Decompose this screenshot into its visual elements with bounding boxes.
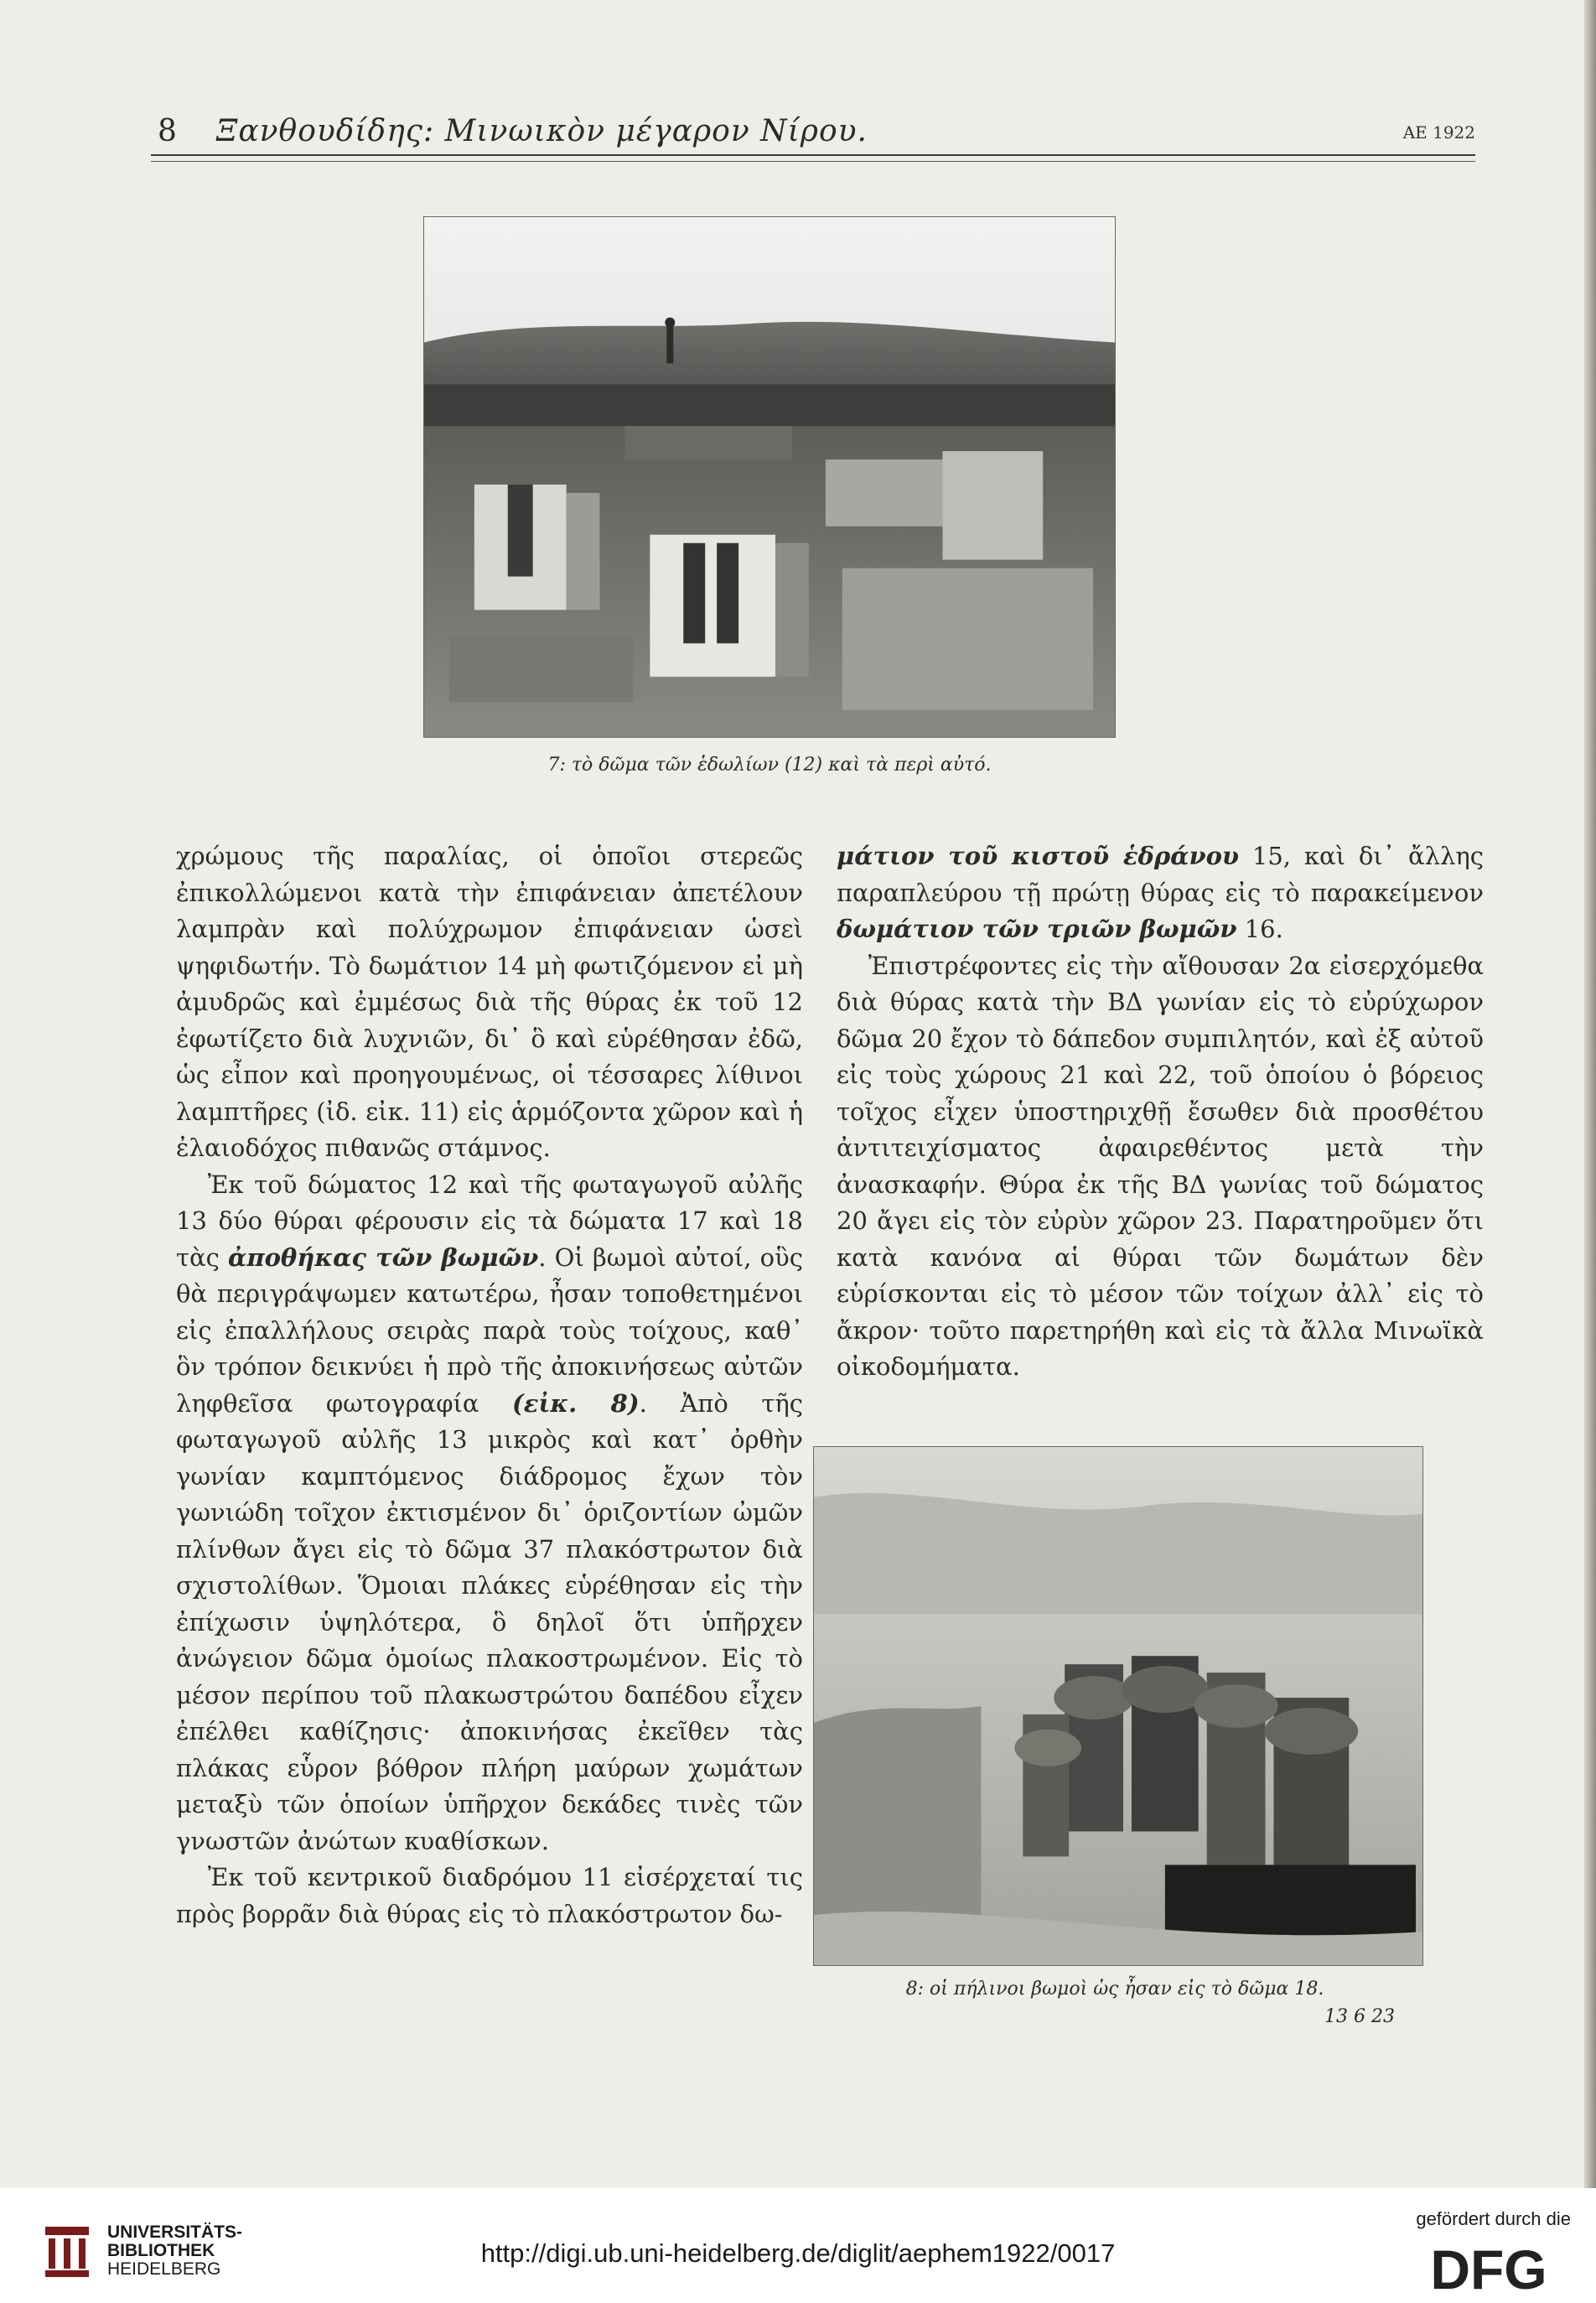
viewer-footer <box>0 2188 1596 2303</box>
left-column <box>176 838 803 1932</box>
library-name-line: HEIDELBERG <box>107 2259 221 2279</box>
figure-reference: (εἰκ. 8) <box>512 1388 640 1418</box>
permalink-url[interactable]: http://digi.ub.uni-heidelberg.de/diglit/aephem1922/0017 <box>480 2238 1116 2268</box>
figure-7-photo <box>423 216 1116 738</box>
journal-mark: ΑΕ 1922 <box>1402 122 1475 143</box>
library-name-line: UNIVERSITÄTS- <box>107 2223 243 2242</box>
paragraph <box>176 1167 803 1860</box>
paragraph-text: . Οἱ βωμοὶ αὐτοί, οὓς θὰ περιγράψωμεν κατωτέρω, ἦσαν τοποθετημένοι εἰς ἐπαλλήλους σειρὰς παρὰ τοὺς τοίχους, καθ᾽ ὃν τρόπον δεικνύει ἡ πρὸ τῆς ἀποκινήσεως αὐτῶν ληφθεῖσα φωτογραφία <box>176 1242 804 1418</box>
dfg-logo-text: DFG <box>1430 2240 1547 2295</box>
right-column <box>837 838 1484 1386</box>
paragraph-text: . Ἀπὸ τῆς φωταγωγοῦ αὐλῆς 13 μικρὸς καὶ κατ᾽ ὀρθὴν γωνίαν καμπτόμενος διάδρομος ἔχων τὸν γωνιώδη τοῖχον ἐκτισμένον δι᾽ ὁριζοντίων ὠμῶν πλίνθων ἄγει εἰς τὸ δῶμα 37 πλακόστρωτον διὰ σχιστολίθων. Ὅμοιαι πλάκες εὑρέθησαν εἰς τὴν ἐπίχωσιν ὑψηλότερα, ὃ δηλοῖ ὅτι ὑπῆρχεν ἀνώγειον δῶμα ὁμοίως πλακοστρωμένον. Εἰς τὸ μέσον περίπου τοῦ πλακωστρώτου δαπέδου εἶχεν ἐπέλθει καθίζησις· ἀποκινήσας ἐκεῖθεν τὰς πλάκας εὗρον βόθρον πλήρη μαύρων χωμάτων μεταξὺ τῶν ὁποίων ὑπῆρχον δεκάδες τινὲς τῶν γνωστῶν ἀνώτων κυαθίσκων. <box>176 1388 803 1855</box>
figure-8-photo <box>813 1446 1423 1966</box>
paragraph-text: Ἐκ τοῦ δώματος 12 καὶ τῆς φωταγωγοῦ αὐλῆς 13 δύο θύραι φέρουσιν εἰς τὰ δώματα 17 καὶ 18 τὰς <box>176 1170 803 1272</box>
emphasis-text: μάτιον τοῦ κιστοῦ ἑδράνου <box>837 842 1240 870</box>
paragraph: Ἐπιστρέφοντες εἰς τὴν αἴθουσαν 2α εἰσερχόμεθα διὰ θύρας κατὰ τὴν ΒΔ γωνίαν εἰς τὸ εὐρύχωρον δῶμα 20 ἔχον τὸ δάπεδον συμπιλητόν, καὶ ἐξ αὐτοῦ εἰς τοὺς χώρους 21 καὶ 22, τοῦ ὁποίου ὁ βόρειος τοῖχος εἶχεν ὑποστηριχθῇ ἔσωθεν διὰ προσθέτου ἀντιτειχίσματος ἀφαιρεθέντος μετὰ τὴν ἀνασκαφήν. Θύρα ἐκ τῆς ΒΔ γωνίας τοῦ δώματος 20 ἄγει εἰς τὸν εὐρὺν χῶρον 23. Παρατηροῦμεν ὅτι κατὰ κανόνα αἱ θύραι τῶν δωμάτων δὲν εὑρίσκονται εἰς τὸ μέσον τῶν τοίχων ἀλλ᾽ εἰς τὸ ἄκρον· τοῦτο παρετηρήθη καὶ εἰς τὰ ἄλλα Μινωϊκὰ οἰκοδομήματα. <box>837 951 1484 1381</box>
emphasis-text: ἀποθήκας τῶν βωμῶν <box>228 1242 539 1272</box>
figure-8-code: 13 6 23 <box>1324 2006 1395 2027</box>
library-name-line: BIBLIOTHEK <box>107 2241 215 2260</box>
paragraph-text: 15, καὶ δι᾽ ἄλλης παραπλεύρου τῇ πρώτῃ θύρας εἰς τὸ παρακείμενον <box>837 842 1484 907</box>
excavation-photo <box>423 216 1116 738</box>
figure-7-caption: 7: τὸ δῶμα τῶν ἑδωλίων (12) καὶ τὰ περὶ αὐτό. <box>547 755 992 775</box>
page-edge-shadow <box>1584 0 1596 2188</box>
running-title: Ξανθουδίδης: Μινωικὸν μέγαρον Νίρου. <box>216 114 868 148</box>
clay-altars-photo <box>813 1446 1423 1966</box>
paragraph: χρώμους τῆς παραλίας, οἱ ὁποῖοι στερεῶς ἐπικολλώμενοι κατὰ τὴν ἐπιφάνειαν ἀπετέλουν λαμπρὰν καὶ πολύχρωμον ἐπιφάνειαν ὡσεὶ ψηφιδωτήν. Τὸ δωμάτιον 14 μὴ φωτιζόμενον εἰ μὴ ἀμυδρῶς καὶ ἐμμέσως διὰ τῆς θύρας ἐκ τοῦ 12 ἐφωτίζετο διὰ λυχνιῶν, δι᾽ ὃ καὶ εὑρέθησαν ἐδῶ, ὡς εἶπον καὶ προηγουμένως, οἱ τέσσαρες λίθινοι λαμπτῆρες (ἰδ. εἰκ. 11) εἰς ἁρμόζοντα χῶρον καὶ ἡ ἐλαιοδόχος πιθανῶς στάμνος. <box>176 842 803 1162</box>
header-rule <box>151 154 1475 156</box>
paragraph-text: 16. <box>1236 915 1283 943</box>
header-rule-thin <box>151 161 1475 162</box>
dfg-logo-icon <box>1407 2240 1571 2295</box>
paragraph: Ἐκ τοῦ κεντρικοῦ διαδρόμου 11 εἰσέρχεταί τις πρὸς βορρᾶν διὰ θύρας εἰς τὸ πλακόστρωτον δω- <box>176 1863 803 1928</box>
page-number: 8 <box>158 114 177 148</box>
paragraph <box>837 838 1484 948</box>
emphasis-text: δωμάτιον τῶν τριῶν βωμῶν <box>837 915 1237 943</box>
page-header <box>151 107 1475 158</box>
figure-8-caption: 8: οἱ πήλινοι βωμοὶ ὡς ἦσαν εἰς τὸ δῶμα 18. <box>905 1979 1324 2000</box>
funding-note: gefördert durch die <box>1416 2208 1571 2229</box>
